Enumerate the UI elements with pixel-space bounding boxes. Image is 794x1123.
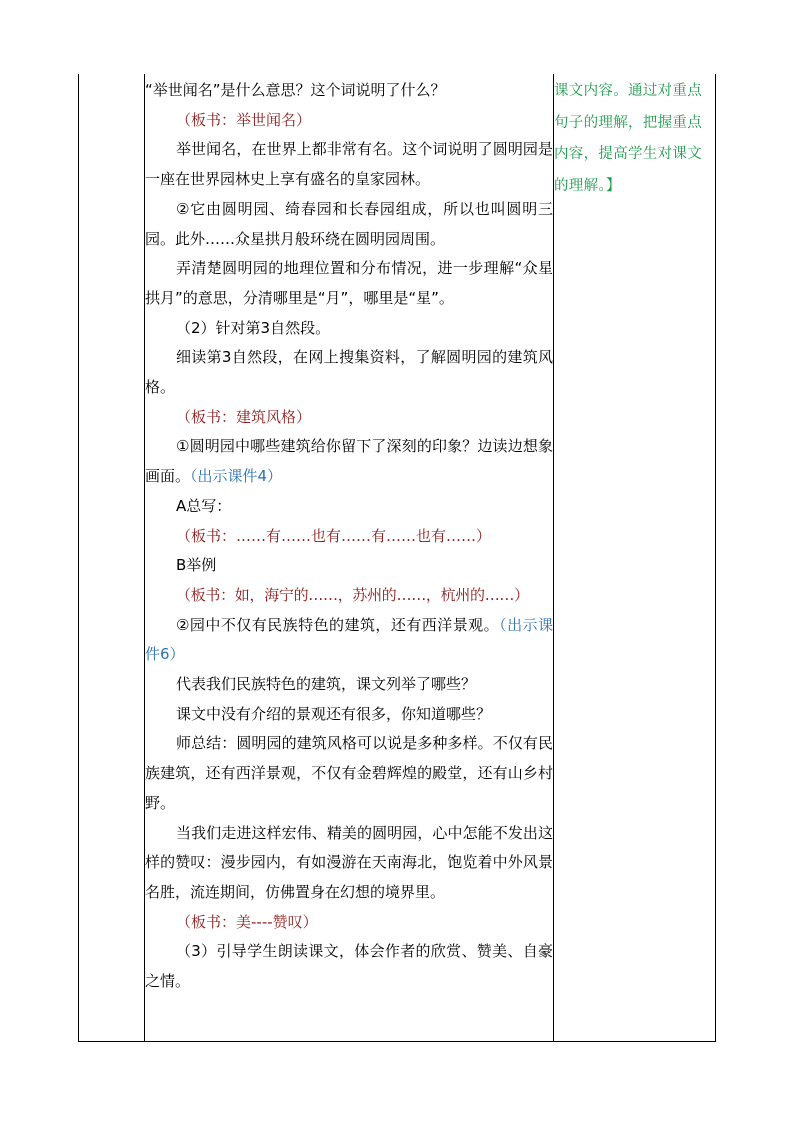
paragraph: 代表我们民族特色的建筑，课文列举了哪些？ [176,675,477,694]
board-note: （板书：举世闻名） [176,110,312,129]
board-note: （板书：……有……也有……有……也有……） [176,526,492,545]
question-line: “举世闻名”是什么意思？这个词说明了什么？ [145,81,446,99]
paragraph: 课文中没有介绍的景观还有很多，你知道哪些？ [176,704,492,723]
paragraph: 细读第3自然段，在网上搜集资料，了解圆明园的建筑风格。 [145,348,553,397]
table-divider-2 [553,74,554,1041]
courseware-link[interactable]: （出示课件6） [145,615,553,664]
board-note: （板书：美----赞叹） [176,912,318,931]
paragraph-text: ②园中不仅有民族特色的建筑，还有西洋景观。 [176,615,500,634]
paragraph: （2）针对第3自然段。 [176,318,331,337]
paragraph: 弄清楚圆明园的地理位置和分布情况，进一步理解“众星拱月”的意思，分清哪里是“月”，哪里是“星”。 [145,259,553,307]
paragraph: （3）引导学生朗读课文，体会作者的欣赏、赞美、自豪之情。 [145,942,553,991]
courseware-link[interactable]: （出示课件4） [190,467,283,486]
paragraph-text: ①圆明园中哪些建筑给你留下了深刻的印象？边读边想象画面。 [145,437,553,486]
paragraph [145,611,553,670]
design-intent-note: 课文内容。通过对重点句子的理解，把握重点内容，提高学生对课文的理解。】 [554,83,702,194]
table-border-right [715,74,716,1041]
lesson-table [78,74,716,1042]
paragraph: 当我们走进这样宏伟、精美的圆明园，心中怎能不发出这样的赞叹：漫步园内，有如漫游在天南海北，饱览着中外风景名胜，流连期间，仿佛置身在幻想的境界里。 [145,823,553,901]
paragraph: B举例 [176,556,217,575]
paragraph: 举世闻名，在世界上都非常有名。这个词说明了圆明园是一座在世界园林史上享有盛名的皇家园林。 [145,140,553,189]
board-note: （板书：如，海宁的……，苏州的……，杭州的……） [176,585,529,604]
board-note: （板书：建筑风格） [176,407,312,426]
paragraph [145,432,553,491]
teaching-process-column [145,74,553,997]
paragraph: 师总结：圆明园的建筑风格可以说是多种多样。不仅有民族建筑，还有西洋景观，不仅有金碧辉煌的殿堂，还有山乡村野。 [145,734,553,812]
design-intent-column [554,74,715,202]
paragraph: A总写： [176,496,232,515]
paragraph: ②它由圆明园、绮春园和长春园组成，所以也叫圆明三园。此外……众星拱月般环绕在圆明园周围。 [145,199,553,248]
table-border-left [78,74,79,1041]
